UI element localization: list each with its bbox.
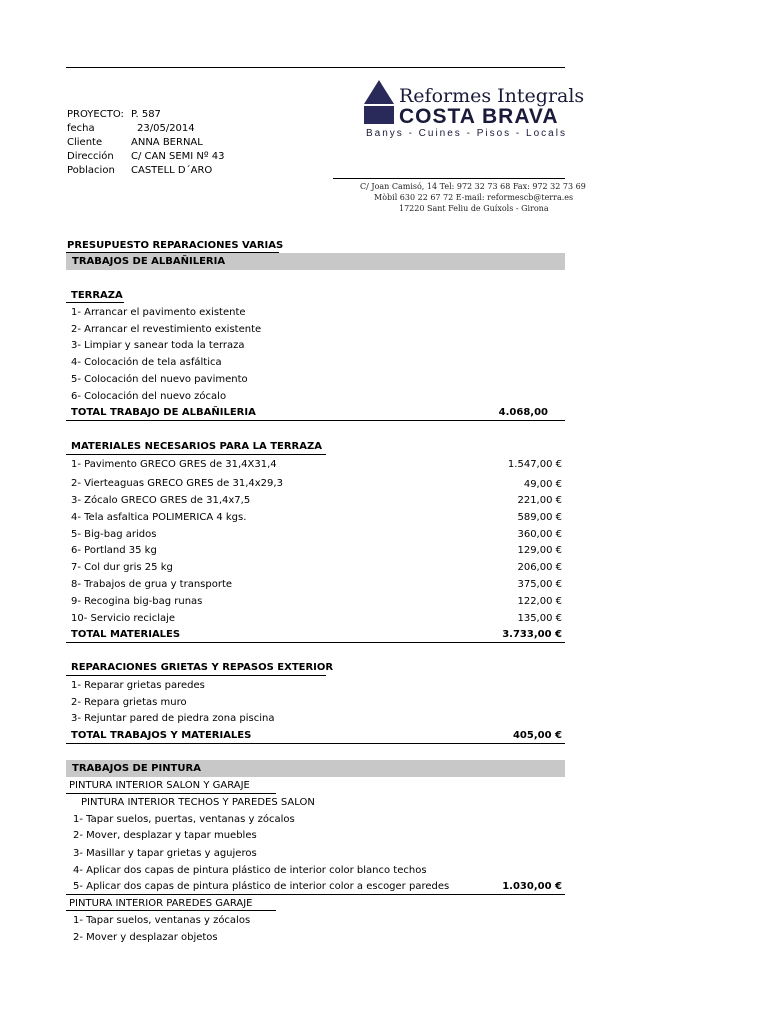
list-item: 2- Arrancar el revestimiento existente — [71, 324, 262, 335]
list-item: 1- Tapar suelos, ventanas y zócalos — [73, 915, 251, 926]
project-value: P. 587 — [131, 109, 161, 120]
client-label: Cliente — [67, 137, 103, 148]
table-row-label: 4- Tela asfaltica POLIMERICA 4 kgs. — [71, 512, 247, 523]
table-row-label: 9- Recogina big-bag runas — [71, 596, 203, 607]
pintura-subheading-salon-garaje: PINTURA INTERIOR SALON Y GARAJE — [69, 780, 250, 791]
table-row-value: 221,00 € — [517, 495, 562, 506]
table-row-value: 375,00 € — [517, 579, 562, 590]
list-item: 5- Colocación del nuevo pavimento — [71, 374, 248, 385]
company-address-line-1: C/ Joan Camisó, 14 Tel: 972 32 73 68 Fax: 972 32 73 69 — [360, 182, 586, 191]
pintura-subheading-salon: PINTURA INTERIOR TECHOS Y PAREDES SALON — [81, 797, 315, 808]
total-albanileria-label: TOTAL TRABAJO DE ALBAÑILERIA — [71, 407, 256, 418]
list-item: 1- Arrancar el pavimento existente — [71, 307, 246, 318]
total-grietas-value: 405,00 € — [512, 730, 562, 741]
address-label: Dirección — [67, 151, 114, 162]
header-rule — [333, 178, 565, 179]
total-grietas-label: TOTAL TRABAJOS Y MATERIALES — [71, 730, 252, 741]
table-row-label: 5- Big-bag aridos — [71, 529, 157, 540]
table-row-value: 589,00 € — [517, 512, 562, 523]
table-row-label: 2- Vierteaguas GRECO GRES de 31,4x29,3 — [71, 478, 283, 489]
list-item: 4- Colocación de tela asfáltica — [71, 357, 222, 368]
document-title: PRESUPUESTO REPARACIONES VARIAS — [67, 240, 284, 251]
table-row-value: 1.547,00 € — [507, 459, 562, 470]
project-label: PROYECTO: — [67, 109, 124, 120]
triangle-logo-icon — [364, 80, 394, 124]
grietas-underline — [66, 675, 326, 676]
table-row-value: 49,00 € — [523, 479, 562, 490]
terraza-heading: TERRAZA — [71, 290, 123, 301]
grietas-heading: REPARACIONES GRIETAS Y REPASOS EXTERIOR — [71, 662, 334, 673]
band-albanileria — [66, 253, 565, 270]
pintura-salon-rule — [66, 894, 565, 895]
company-address-line-3: 17220 Sant Feliu de Guíxols - Girona — [399, 204, 549, 213]
company-address-line-2: Mòbil 630 22 67 72 E-mail: reformescb@terra.es — [374, 193, 574, 202]
terraza-underline — [66, 302, 124, 303]
list-item: 2- Mover y desplazar objetos — [73, 932, 218, 943]
total-materiales-rule — [66, 642, 565, 643]
table-row-value: 206,00 € — [517, 562, 562, 573]
table-row-value: 360,00 € — [517, 529, 562, 540]
list-item: 4- Aplicar dos capas de pintura plástico de interior color blanco techos — [73, 865, 427, 876]
materiales-heading: MATERIALES NECESARIOS PARA LA TERRAZA — [71, 441, 322, 452]
logo-brand: COSTA BRAVA — [399, 105, 559, 128]
table-row-label: 10- Servicio reciclaje — [71, 613, 176, 624]
list-item: 3- Rejuntar pared de piedra zona piscina — [71, 713, 275, 724]
date-value: 23/05/2014 — [137, 123, 195, 134]
list-item: 2- Repara grietas muro — [71, 697, 187, 708]
table-row-value: 135,00 € — [517, 613, 562, 624]
total-materiales-label: TOTAL MATERIALES — [71, 629, 181, 640]
table-row-label: 6- Portland 35 kg — [71, 545, 157, 556]
pintura-subheading-garaje: PINTURA INTERIOR PAREDES GARAJE — [69, 898, 253, 909]
date-label: fecha — [67, 123, 95, 134]
band-pintura-label: TRABAJOS DE PINTURA — [72, 763, 201, 774]
materiales-underline — [66, 454, 326, 455]
list-item: 5- Aplicar dos capas de pintura plástico de interior color a escoger paredes — [73, 881, 450, 892]
town-label: Poblacion — [67, 165, 115, 176]
list-item: 3- Masillar y tapar grietas y agujeros — [73, 848, 257, 859]
logo-title: Reformes Integrals — [399, 85, 585, 107]
band-pintura — [66, 760, 565, 777]
table-row-label: 8- Trabajos de grua y transporte — [71, 579, 233, 590]
total-grietas-rule — [66, 743, 565, 744]
client-value: ANNA BERNAL — [131, 137, 203, 148]
logo-subtitle: Banys - Cuines - Pisos - Locals — [366, 128, 567, 139]
table-row-value: 122,00 € — [517, 596, 562, 607]
pintura-salon-total: 1.030,00 € — [502, 881, 562, 892]
table-row-label: 7- Col dur gris 25 kg — [71, 562, 173, 573]
top-rule — [66, 67, 565, 68]
total-albanileria-rule — [66, 420, 565, 421]
table-row-label: 1- Pavimento GRECO GRES de 31,4X31,4 — [71, 459, 277, 470]
list-item: 6- Colocación del nuevo zócalo — [71, 391, 227, 402]
table-row-label: 3- Zócalo GRECO GRES de 31,4x7,5 — [71, 495, 251, 506]
list-item: 1- Tapar suelos, puertas, ventanas y zócalos — [73, 814, 295, 825]
address-value: C/ CAN SEMI Nº 43 — [131, 151, 225, 162]
pintura-sub1-underline — [66, 793, 276, 794]
list-item: 2- Mover, desplazar y tapar muebles — [73, 830, 257, 841]
list-item: 1- Reparar grietas paredes — [71, 680, 205, 691]
town-value: CASTELL D´ARO — [131, 165, 213, 176]
band-albanileria-label: TRABAJOS DE ALBAÑILERIA — [72, 256, 226, 267]
list-item: 3- Limpiar y sanear toda la terraza — [71, 340, 245, 351]
total-albanileria-value: 4.068,00 — [498, 407, 548, 418]
total-materiales-value: 3.733,00 € — [502, 629, 562, 640]
pintura-sub3-underline — [66, 910, 276, 911]
table-row-value: 129,00 € — [517, 545, 562, 556]
